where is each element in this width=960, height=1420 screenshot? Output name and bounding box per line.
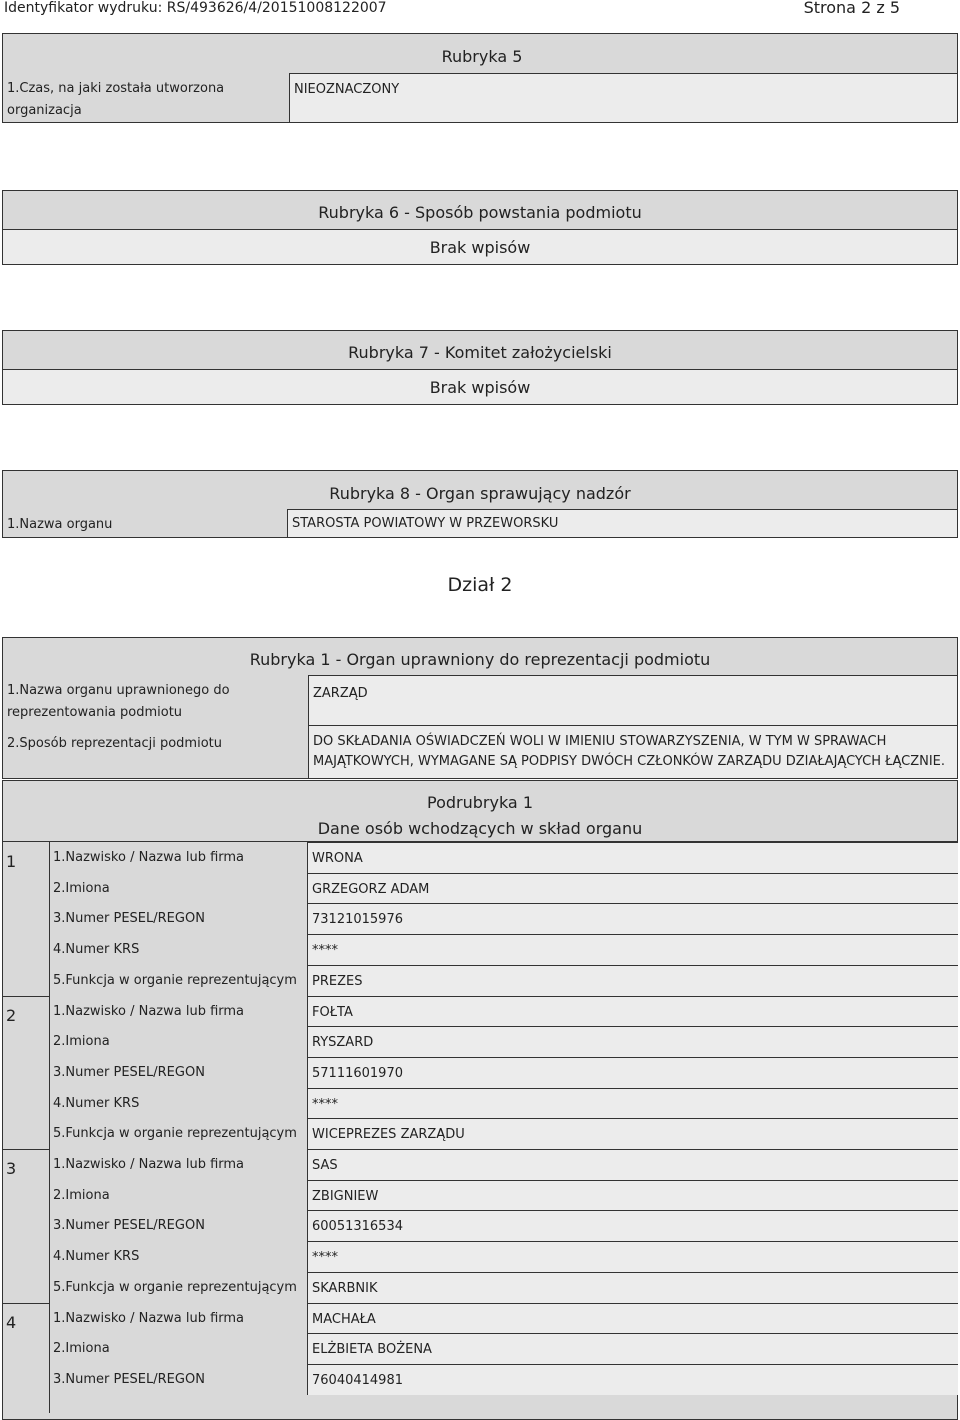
member-pesel-value: 76040414981 [312,1372,403,1388]
member-number: 1 [6,852,17,871]
member-pesel-value: 57111601970 [312,1065,403,1081]
organ-name-label: 1.Nazwa organu uprawnionego do reprezentowania podmiotu [7,683,230,720]
member-field-label: 3.Numer PESEL/REGON [53,1064,205,1080]
member-separator [2,996,50,997]
member-surname-value: SAS [312,1158,338,1173]
organ-method-label: 2.Sposób reprezentacji podmiotu [7,736,222,751]
rubryka5-title: Rubryka 5 [441,47,523,66]
organ-method-cell [308,725,957,778]
rubryka5-value: NIEOZNACZONY [294,82,400,97]
rubryka7-title: Rubryka 7 - Komitet założycielski [348,343,612,362]
member-value-cell [307,1026,958,1057]
member-value-cell [307,1303,958,1334]
member-field-label: 2.Imiona [53,880,110,896]
member-field-label: 1.Nazwisko / Nazwa lub firma [53,1003,245,1019]
member-value-cell [307,965,958,996]
rubryka7-value: Brak wpisów [429,378,531,397]
member-number: 2 [6,1005,17,1025]
member-field-label: 4.Numer KRS [53,1095,140,1111]
member-function-value: SKARBNIK [312,1280,378,1296]
organ-title: Rubryka 1 - Organ uprawniony do reprezentacji podmiotu [249,650,711,669]
page-number: Strona 2 z 5 [803,0,900,17]
rubryka6-title: Rubryka 6 - Sposób powstania podmiotu [318,203,642,222]
member-value-cell [307,842,958,873]
member-value-cell [307,1088,958,1119]
member-names-value: ELŻBIETA BOŻENA [312,1342,432,1358]
member-surname-value: FOŁTA [312,1004,353,1020]
member-value-cell [307,1118,958,1149]
member-value-cell [307,873,958,904]
member-value-cell [307,1241,958,1272]
member-field-label: 2.Imiona [53,1187,110,1203]
rubryka5-section [2,33,958,123]
member-value-cell [307,1057,958,1088]
member-field-label: 5.Funkcja w organie reprezentującym [53,1279,297,1295]
member-value-cell [307,934,958,965]
member-pesel-value: 73121015976 [312,912,403,928]
member-value-cell [307,1364,958,1395]
rubryka6-value: Brak wpisów [429,238,531,257]
member-field-label: 1.Nazwisko / Nazwa lub firma [53,850,245,865]
member-value-cell [307,1333,958,1364]
member-field-label: 5.Funkcja w organie reprezentującym [53,1126,297,1142]
rubryka5-label: 1.Czas, na jaki została utworzona organizacja [7,81,225,118]
member-field-label: 2.Imiona [53,1341,110,1357]
rubryka8-title: Rubryka 8 - Organ sprawujący nadzór [329,484,631,503]
member-value-cell [307,996,958,1027]
member-field-label: 1.Nazwisko / Nazwa lub firma [53,1157,245,1172]
organ-method-value: DO SKŁADANIA OŚWIADCZEŃ WOLI W IMIENIU STOWARZYSZENIA, W TYM W SPRAWACH MAJĄTKOWYCH, WYMAGANE SĄ PODPISY DWÓCH CZŁONKÓW ZARZĄDU DZIAŁAJĄCYCH ŁĄCZNIE. [313,734,945,769]
member-function-value: PREZES [312,973,363,989]
rubryka8-label: 1.Nazwa organu [7,517,113,532]
member-value-cell [307,1149,958,1180]
member-krs-value: **** [312,1250,338,1266]
organ-section [2,637,958,779]
member-value-cell [307,903,958,934]
podrubryka-title: Podrubryka 1 [427,793,533,812]
rubryka8-section [2,470,958,538]
rubryka6-value-cell [3,229,957,264]
rubryka6-section [2,190,958,265]
print-identifier: Identyfikator wydruku: RS/493626/4/20151008122007 [4,0,387,16]
member-field-label: 4.Numer KRS [53,1249,140,1265]
member-value-cell [307,1180,958,1211]
rubryka7-section [2,330,958,405]
member-surname-value: MACHAŁA [312,1311,376,1327]
member-value-cell [307,1210,958,1241]
member-field-label: 5.Funkcja w organie reprezentującym [53,972,297,988]
member-separator [2,1149,50,1150]
member-separator [2,1303,50,1304]
member-field-label: 4.Numer KRS [53,942,140,958]
rubryka5-value-cell [289,73,957,122]
member-field-label: 3.Numer PESEL/REGON [53,1371,205,1387]
member-function-value: WICEPREZES ZARZĄDU [312,1127,465,1143]
rubryka8-value-cell [287,509,957,537]
rubryka8-value: STAROSTA POWIATOWY W PRZEWORSKU [292,516,559,531]
member-names-value: ZBIGNIEW [312,1188,379,1204]
organ-name-cell [308,675,957,725]
podrubryka-subtitle: Dane osób wchodzących w skład organu [317,819,643,838]
member-names-value: RYSZARD [312,1035,374,1051]
member-surname-value: WRONA [312,851,363,866]
member-field-label: 2.Imiona [53,1034,110,1050]
organ-name-value: ZARZĄD [313,686,368,701]
index-column-divider [49,841,50,1413]
member-names-value: GRZEGORZ ADAM [312,881,430,897]
member-number: 4 [6,1312,17,1332]
member-number: 3 [6,1159,17,1178]
member-pesel-value: 60051316534 [312,1219,403,1235]
member-field-label: 3.Numer PESEL/REGON [53,911,205,927]
section-heading: Dział 2 [447,574,513,596]
member-field-label: 1.Nazwisko / Nazwa lub firma [53,1310,245,1326]
member-value-cell [307,1272,958,1303]
member-krs-value: **** [312,943,338,959]
rubryka7-value-cell [3,369,957,404]
member-krs-value: **** [312,1096,338,1112]
member-field-label: 3.Numer PESEL/REGON [53,1218,205,1234]
